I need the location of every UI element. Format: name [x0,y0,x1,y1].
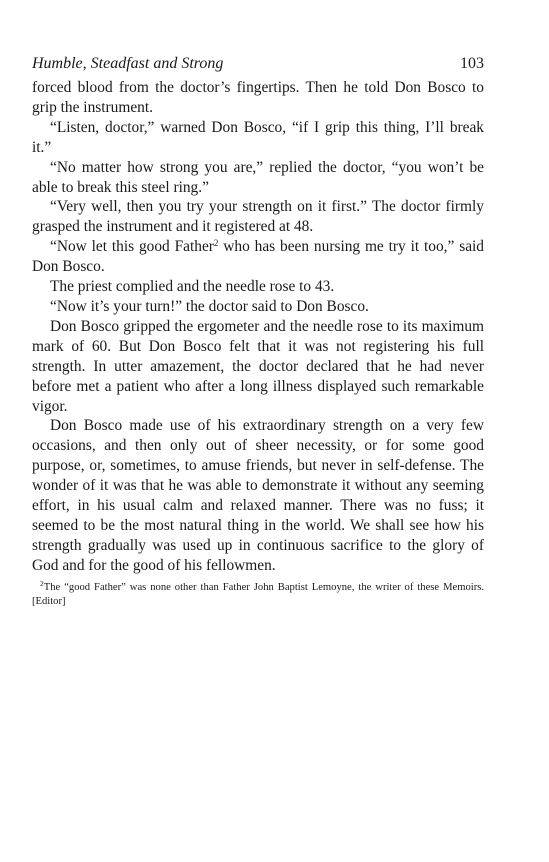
paragraph: “No matter how strong you are,” replied the doctor, “you won’t be able to break this steel ring.” [32,158,484,196]
paragraph: Don Bosco made use of his extraordinary strength on a very few occasions, and then only out of sheer necessity, or for some good purpose, or, sometimes, to amuse friends, but never in self-defense. The wonder of it was that he was able to demonstrate it without any seeming effort, in his usual calm and relaxed manner. There was no fuss; it seemed to be the most natural thing in the world. We shall see how his strength gradually was used up in continuous sacrifice to the glory of God and for the good of his fellowmen. [32,417,484,574]
book-page [32,54,484,609]
running-title: Humble, Steadfast and Strong [32,55,224,72]
footnote-reference: 2 [213,238,219,249]
page-number: 103 [460,55,484,72]
paragraph-text: who has been nursing me try it too,” said Don Bosco. [32,238,484,276]
paragraph-text: “Now let this good Father [50,238,214,256]
paragraph: forced blood from the doctor’s fingertips. Then he told Don Bosco to grip the instrument. [32,79,484,116]
footnote [32,578,484,610]
paragraph: “Very well, then you try your strength on it first.” The doctor firmly grasped the instrument and it registered at 48. [32,198,484,236]
running-header [32,54,484,78]
paragraph: The priest complied and the needle rose to 43. [50,278,335,296]
body-text [32,78,484,576]
footnote-marker: 2 [40,578,44,588]
footnote-text: The “good Father” was none other than Father John Baptist Lemoyne, the writer of these Memoirs. [Editor] [32,581,484,608]
paragraph [32,237,484,277]
paragraph: “Listen, doctor,” warned Don Bosco, “if I grip this thing, I’ll break it.” [32,118,484,156]
paragraph: “Now it’s your turn!” the doctor said to Don Bosco. [50,297,369,315]
paragraph: Don Bosco gripped the ergometer and the needle rose to its maximum mark of 60. But Don Bosco felt that it was not registering his full strength. In utter amazement, the doctor declared that he had never before met a patient who after a long illness displayed such remarkable vigor. [32,317,484,415]
